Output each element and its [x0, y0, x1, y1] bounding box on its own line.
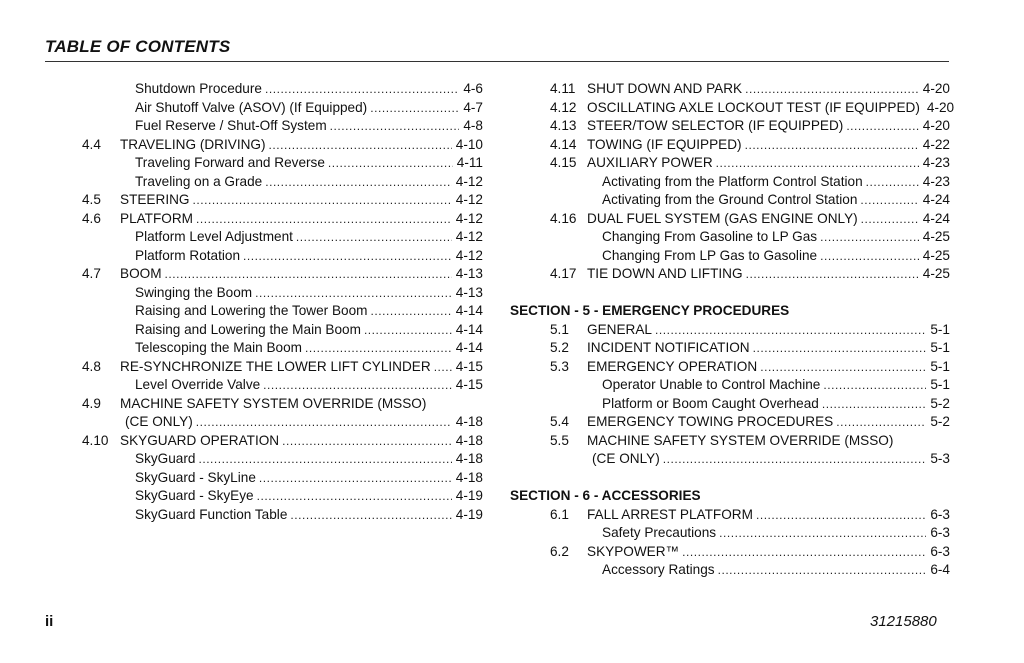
dot-leader	[255, 284, 452, 303]
dot-leader	[196, 210, 452, 229]
toc-entry-title: Raising and Lowering the Main Boom	[135, 321, 361, 337]
dot-leader	[371, 302, 452, 321]
toc-entry[interactable]	[82, 191, 483, 210]
toc-entry[interactable]	[510, 173, 950, 192]
toc-entry-number: 5.1	[550, 321, 569, 337]
toc-entry-page: 5-2	[930, 414, 950, 429]
toc-entry-title: BOOM	[120, 266, 162, 281]
toc-entry-title: FALL ARREST PLATFORM	[587, 506, 753, 522]
toc-entry-body	[120, 432, 483, 451]
page-header-title: TABLE OF CONTENTS	[45, 37, 231, 56]
toc-entry[interactable]	[82, 80, 483, 99]
toc-entry-title: SkyGuard - SkyEye	[135, 488, 254, 503]
toc-entry-title: Safety Precautions	[602, 525, 717, 540]
toc-entry-page: 6-3	[930, 506, 950, 522]
toc-entry-page: 4-24	[922, 210, 950, 226]
toc-entry-body	[587, 80, 950, 99]
toc-entry-page: 4-23	[922, 155, 950, 170]
toc-entry[interactable]	[82, 210, 483, 229]
toc-entry[interactable]	[510, 524, 950, 543]
toc-entry-number: 4.11	[550, 81, 576, 96]
toc-entry-title: MACHINE SAFETY SYSTEM OVERRIDE (MSSO)	[120, 395, 427, 411]
toc-entry-title: Telescoping the Main Boom	[135, 340, 302, 355]
dot-leader	[746, 265, 919, 284]
dot-leader	[282, 432, 452, 451]
toc-entry-title: SKYGUARD OPERATION	[120, 432, 280, 448]
toc-entry-page: 6-3	[930, 543, 950, 559]
toc-entry-page: 4-12	[455, 229, 483, 244]
dot-leader	[305, 339, 452, 358]
dot-leader	[243, 247, 452, 266]
dot-leader	[196, 413, 452, 432]
dot-leader	[290, 506, 451, 525]
toc-entry-body	[587, 210, 950, 229]
footer-page-label: ii	[45, 613, 54, 630]
toc-entry-title: MACHINE SAFETY SYSTEM OVERRIDE (MSSO)	[587, 432, 894, 448]
toc-entry-title: STEERING	[120, 192, 190, 207]
toc-entry-title: Operator Unable to Control Machine	[602, 377, 821, 392]
toc-entry-page: 5-2	[930, 395, 950, 411]
toc-entry-page: 4-24	[922, 192, 950, 207]
toc-entry-title: EMERGENCY TOWING PROCEDURES	[587, 414, 834, 429]
dot-leader	[820, 228, 919, 247]
toc-entry-title: TRAVELING (DRIVING)	[120, 136, 266, 152]
toc-entry[interactable]	[510, 321, 950, 340]
toc-entry-page: 4-14	[455, 321, 483, 337]
toc-entry[interactable]	[82, 117, 483, 136]
toc-entry-page: 4-11	[456, 155, 483, 170]
dot-leader	[655, 321, 926, 340]
dot-leader	[719, 524, 926, 543]
toc-entry[interactable]	[82, 432, 483, 451]
toc-entry-title: Shutdown Procedure	[135, 81, 262, 96]
dot-leader	[265, 80, 459, 99]
toc-entry-page: 5-1	[930, 340, 950, 355]
toc-entry-body	[120, 395, 483, 414]
toc-entry[interactable]	[510, 136, 950, 155]
toc-entry-body	[135, 302, 483, 321]
dot-leader	[328, 154, 453, 173]
toc-entry-page: 4-23	[922, 173, 950, 189]
toc-entry[interactable]	[82, 339, 483, 358]
toc-entry-body	[602, 191, 950, 210]
toc-entry-title: (CE ONLY)	[592, 451, 660, 466]
toc-entry-number: 6.2	[550, 543, 569, 559]
toc-entry-page: 4-14	[455, 303, 483, 318]
dot-leader	[753, 339, 927, 358]
toc-entry-page: 4-13	[455, 266, 483, 281]
toc-entry[interactable]	[510, 265, 950, 284]
toc-entry-title: AUXILIARY POWER	[587, 155, 713, 170]
dot-leader	[860, 191, 918, 210]
toc-entry-title: Air Shutoff Valve (ASOV) (If Equipped)	[135, 99, 368, 115]
toc-entry-body	[587, 265, 950, 284]
toc-entry[interactable]	[510, 561, 950, 580]
toc-entry[interactable]	[510, 506, 950, 525]
toc-entry[interactable]	[82, 395, 483, 414]
toc-entry-page: 5-1	[930, 377, 950, 392]
dot-leader	[257, 487, 452, 506]
toc-entry-number: 6.1	[550, 506, 569, 522]
toc-entry-body	[602, 376, 950, 395]
toc-entry-page: 5-1	[930, 321, 950, 337]
toc-entry-body	[120, 265, 483, 284]
toc-entry[interactable]	[510, 543, 950, 562]
toc-entry-page: 4-19	[455, 506, 483, 522]
section-heading: SECTION - 5 - EMERGENCY PROCEDURES	[510, 303, 790, 318]
toc-entry-page: 4-6	[463, 81, 483, 96]
toc-entry-body	[602, 524, 950, 543]
toc-entry-title: Changing From LP Gas to Gasoline	[602, 247, 818, 263]
toc-entry-number: 5.2	[550, 340, 569, 355]
dot-leader	[716, 154, 919, 173]
toc-entry-page: 4-18	[455, 469, 483, 485]
toc-entry-page: 4-8	[463, 118, 483, 133]
toc-entry-page: 4-12	[455, 210, 483, 226]
toc-entry[interactable]	[510, 99, 955, 118]
dot-leader	[820, 247, 919, 266]
dot-leader	[745, 80, 919, 99]
toc-entry-title: Fuel Reserve / Shut-Off System	[135, 118, 327, 133]
dot-leader	[259, 469, 452, 488]
toc-entry-body	[135, 284, 483, 303]
dot-leader	[263, 376, 452, 395]
dot-leader	[296, 228, 452, 247]
dot-leader	[364, 321, 452, 340]
toc-entry-title: RE-SYNCHRONIZE THE LOWER LIFT CYLINDER	[120, 358, 431, 374]
toc-entry-number: 4.14	[550, 136, 577, 152]
toc-entry-title: Traveling Forward and Reverse	[135, 155, 325, 170]
toc-entry-body	[135, 173, 483, 192]
toc-entry-body	[120, 210, 483, 229]
toc-entry-page: 6-4	[930, 562, 950, 577]
toc-entry[interactable]	[82, 154, 483, 173]
toc-entry-page: 4-14	[455, 340, 483, 355]
toc-entry[interactable]	[82, 376, 483, 395]
toc-entry-title: Swinging the Boom	[135, 284, 253, 300]
toc-entry-page: 4-20	[926, 99, 955, 115]
toc-entry-title: DUAL FUEL SYSTEM (GAS ENGINE ONLY)	[587, 210, 858, 226]
toc-entry-body	[587, 117, 950, 136]
toc-entry[interactable]	[82, 358, 483, 377]
toc-entry-page: 4-12	[455, 192, 483, 207]
dot-leader	[718, 561, 927, 580]
toc-entry-body	[120, 358, 483, 377]
toc-entry-page: 6-3	[930, 525, 950, 540]
toc-entry-title: Level Override Valve	[135, 377, 261, 392]
toc-entry[interactable]	[510, 191, 950, 210]
toc-entry-title: PLATFORM	[120, 210, 194, 226]
toc-entry-body	[135, 487, 483, 506]
toc-entry-page: 4-18	[455, 414, 483, 429]
section-heading: SECTION - 6 - ACCESSORIES	[510, 488, 701, 503]
dot-leader	[836, 413, 926, 432]
toc-left-column	[82, 80, 483, 524]
toc-entry[interactable]	[510, 228, 950, 247]
toc-entry[interactable]	[510, 395, 950, 414]
toc-entry-body	[120, 136, 483, 155]
toc-entry-title: SkyGuard	[135, 451, 196, 466]
toc-entry-title: EMERGENCY OPERATION	[587, 358, 758, 374]
toc-right-column	[510, 80, 955, 580]
toc-entry[interactable]	[82, 247, 483, 266]
toc-entry-title: SKYPOWER™	[587, 543, 680, 559]
toc-entry-body	[135, 321, 483, 340]
toc-entry-number: 4.10	[82, 432, 109, 448]
toc-entry-body	[602, 228, 950, 247]
toc-entry-body	[587, 506, 950, 525]
toc-entry[interactable]	[82, 487, 483, 506]
dot-leader	[682, 543, 926, 562]
toc-entry-body	[587, 432, 950, 451]
toc-entry-title: INCIDENT NOTIFICATION	[587, 340, 750, 355]
toc-entry-page: 4-12	[455, 247, 483, 263]
toc-entry-number: 4.7	[82, 266, 101, 281]
toc-entry-page: 4-18	[455, 451, 483, 466]
toc-entry-page: 4-18	[455, 432, 483, 448]
toc-entry[interactable]	[82, 284, 483, 303]
toc-entry-body	[587, 413, 950, 432]
dot-leader	[846, 117, 918, 136]
toc-entry[interactable]	[510, 210, 950, 229]
dot-leader	[866, 173, 919, 192]
toc-entry[interactable]	[510, 432, 950, 451]
toc-entry-number: 4.16	[550, 210, 577, 226]
toc-entry-title: Raising and Lowering the Tower Boom	[135, 303, 368, 318]
toc-entry-title: SkyGuard - SkyLine	[135, 469, 256, 485]
toc-entry-body	[135, 376, 483, 395]
toc-entry-body	[125, 413, 483, 432]
dot-leader	[269, 136, 452, 155]
toc-entry-body	[135, 154, 483, 173]
dot-leader	[861, 210, 919, 229]
toc-entry[interactable]	[510, 450, 950, 469]
toc-entry-body	[592, 450, 950, 469]
toc-entry[interactable]	[510, 413, 950, 432]
toc-entry-page: 4-7	[463, 99, 483, 115]
toc-entry-title: SkyGuard Function Table	[135, 506, 288, 522]
toc-entry-title: TIE DOWN AND LIFTING	[587, 266, 743, 281]
toc-entry-page: 4-15	[455, 377, 483, 392]
toc-entry-title: Accessory Ratings	[602, 562, 715, 577]
toc-entry-body	[135, 228, 483, 247]
toc-entry-body	[602, 561, 950, 580]
toc-entry[interactable]	[510, 154, 950, 173]
toc-entry-title: TOWING (IF EQUIPPED)	[587, 136, 742, 152]
toc-entry[interactable]	[82, 173, 483, 192]
toc-entry[interactable]	[82, 99, 483, 118]
toc-entry-page: 4-25	[922, 266, 950, 281]
toc-entry-page: 4-19	[455, 488, 483, 503]
toc-entry-body	[602, 395, 950, 414]
dot-leader	[198, 450, 451, 469]
toc-entry[interactable]	[510, 376, 950, 395]
header-rule	[45, 61, 949, 62]
toc-entry[interactable]	[82, 136, 483, 155]
toc-entry-body	[135, 469, 483, 488]
toc-entry[interactable]	[510, 80, 950, 99]
toc-entry-page: 4-13	[455, 284, 483, 300]
toc-entry-body	[587, 543, 950, 562]
toc-entry[interactable]	[82, 228, 483, 247]
toc-entry[interactable]	[510, 358, 950, 377]
toc-entry-page: 4-10	[455, 136, 483, 152]
toc-entry-number: 4.4	[82, 136, 101, 152]
toc-entry-body	[602, 173, 950, 192]
toc-entry-body	[587, 358, 950, 377]
toc-entry-number: 5.5	[550, 432, 569, 448]
dot-leader	[823, 376, 926, 395]
toc-entry[interactable]	[82, 302, 483, 321]
toc-entry-body	[587, 339, 950, 358]
toc-entry-title: (CE ONLY)	[125, 414, 193, 429]
toc-entry-title: Platform Level Adjustment	[135, 229, 293, 244]
toc-entry-body	[587, 99, 955, 118]
toc-entry[interactable]	[510, 339, 950, 358]
dot-leader	[330, 117, 460, 136]
toc-entry-body	[135, 506, 483, 525]
toc-entry-body	[135, 247, 483, 266]
toc-entry[interactable]	[82, 506, 483, 525]
toc-entry-body	[120, 191, 483, 210]
toc-entry-title: Activating from the Platform Control Station	[602, 173, 863, 189]
toc-entry[interactable]	[510, 117, 950, 136]
toc-entry-body	[587, 136, 950, 155]
dot-leader	[663, 450, 927, 469]
toc-entry-number: 5.4	[550, 414, 569, 429]
toc-entry-title: Changing From Gasoline to LP Gas	[602, 229, 818, 244]
toc-entry-title: GENERAL	[587, 321, 652, 337]
toc-entry-number: 4.12	[550, 99, 577, 115]
toc-entry-body	[135, 80, 483, 99]
toc-entry-title: OSCILLATING AXLE LOCKOUT TEST (IF EQUIPPED)	[587, 99, 920, 115]
toc-entry-title: Traveling on a Grade	[135, 173, 263, 189]
toc-entry-body	[587, 321, 950, 340]
toc-entry[interactable]	[82, 450, 483, 469]
dot-leader	[370, 99, 459, 118]
footer-doc-number: 31215880	[870, 613, 937, 630]
toc-entry-body	[587, 154, 950, 173]
toc-entry-number: 4.6	[82, 210, 101, 226]
toc-entry-body	[135, 99, 483, 118]
dot-leader	[822, 395, 926, 414]
toc-entry-page: 4-12	[455, 173, 483, 189]
spacer	[510, 469, 950, 488]
toc-entry-number: 5.3	[550, 358, 569, 374]
toc-entry-body	[135, 339, 483, 358]
toc-entry-title: Platform or Boom Caught Overhead	[602, 395, 819, 411]
toc-entry-number: 4.9	[82, 395, 101, 411]
toc-entry-number: 4.17	[550, 266, 577, 281]
toc-entry-body	[602, 247, 950, 266]
dot-leader	[745, 136, 919, 155]
toc-entry-page: 4-20	[922, 118, 950, 133]
toc-entry[interactable]	[82, 265, 483, 284]
toc-entry-page: 5-3	[930, 451, 950, 466]
toc-entry-title: Platform Rotation	[135, 247, 241, 263]
toc-entry-page: 5-1	[930, 358, 950, 374]
toc-entry-page: 4-20	[922, 81, 950, 96]
toc-entry-body	[135, 450, 483, 469]
spacer	[510, 284, 950, 303]
toc-entry-title: Activating from the Ground Control Station	[602, 192, 858, 207]
toc-entry-title: STEER/TOW SELECTOR (IF EQUIPPED)	[587, 118, 844, 133]
dot-leader	[756, 506, 926, 525]
toc-entry[interactable]	[82, 413, 483, 432]
dot-leader	[434, 358, 452, 377]
toc-entry-page: 4-15	[455, 358, 483, 374]
toc-entry-number: 4.8	[82, 358, 101, 374]
dot-leader	[760, 358, 926, 377]
toc-entry-page: 4-22	[922, 136, 950, 152]
toc-entry-number: 4.5	[82, 192, 101, 207]
dot-leader	[193, 191, 452, 210]
dot-leader	[165, 265, 452, 284]
toc-entry-body	[135, 117, 483, 136]
toc-entry-page: 4-25	[922, 229, 950, 244]
toc-entry-number: 4.13	[550, 118, 577, 133]
toc-entry-page: 4-25	[922, 247, 950, 263]
toc-entry-title: SHUT DOWN AND PARK	[587, 81, 743, 96]
toc-entry[interactable]	[82, 469, 483, 488]
toc-entry[interactable]	[82, 321, 483, 340]
toc-entry[interactable]	[510, 247, 950, 266]
toc-entry-number: 4.15	[550, 155, 577, 170]
dot-leader	[265, 173, 452, 192]
